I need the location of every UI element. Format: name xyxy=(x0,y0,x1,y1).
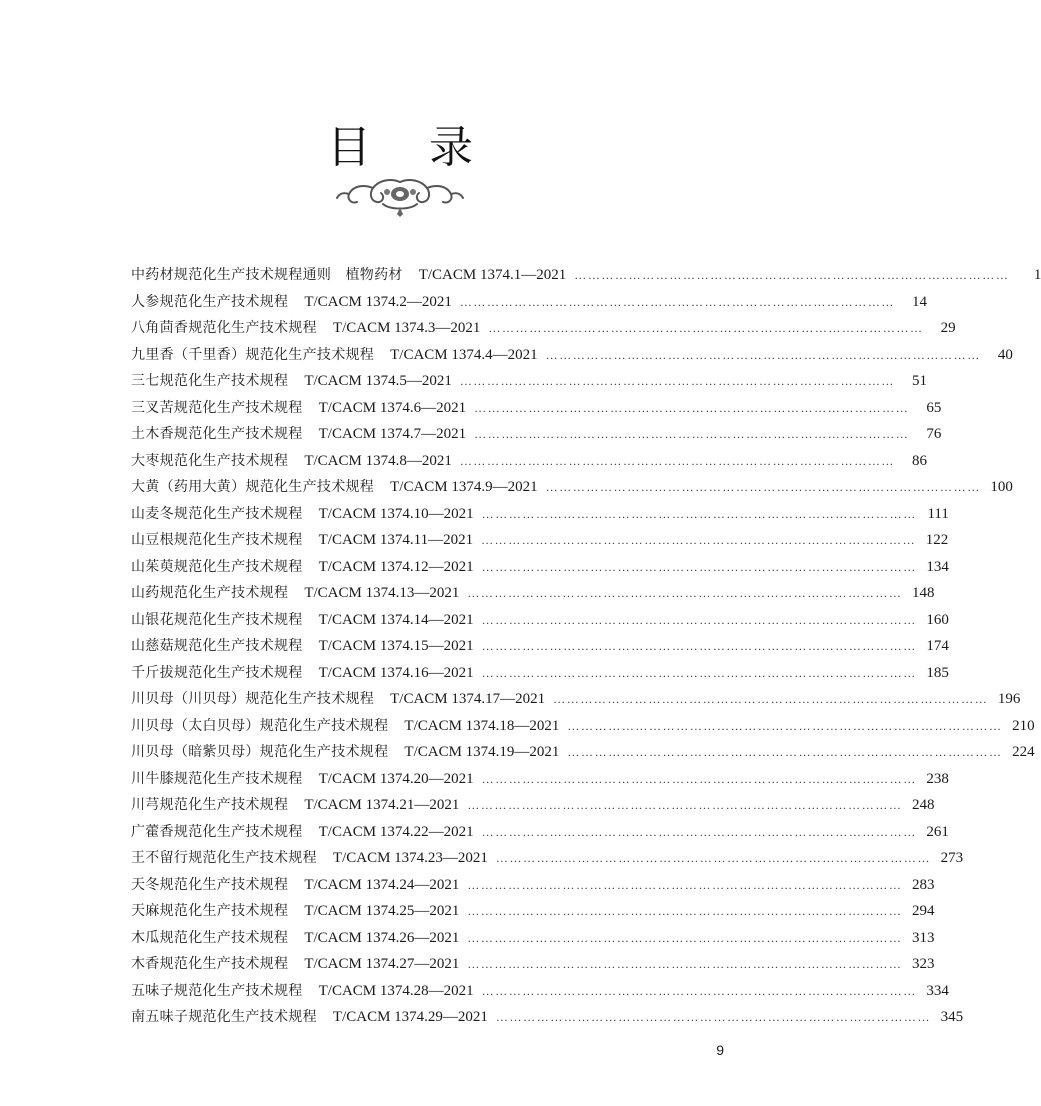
page-title: 目录 xyxy=(327,122,531,173)
standard-code: T/CACM 1374.10—2021 xyxy=(318,505,474,522)
entry-page-number: 210 xyxy=(1012,717,1035,734)
toc-entry[interactable] xyxy=(131,501,949,528)
standard-code: T/CACM 1374.4—2021 xyxy=(390,346,538,363)
entry-page-number: 334 xyxy=(926,982,949,999)
entry-title: 山茱萸规范化生产技术规程 xyxy=(131,558,303,575)
toc-entry[interactable] xyxy=(131,315,956,342)
standard-code: T/CACM 1374.19—2021 xyxy=(404,744,560,760)
toc-entry[interactable] xyxy=(131,713,1035,740)
standard-code: T/CACM 1374.12—2021 xyxy=(318,558,474,575)
standard-code: T/CACM 1374.27—2021 xyxy=(304,956,460,972)
standard-code: T/CACM 1374.14—2021 xyxy=(318,611,474,628)
toc-entry[interactable] xyxy=(131,262,1041,289)
standard-code: T/CACM 1374.25—2021 xyxy=(304,903,460,919)
standard-code: T/CACM 1374.8—2021 xyxy=(304,452,452,469)
standard-code: T/CACM 1374.11—2021 xyxy=(318,532,474,548)
standard-code: T/CACM 1374.21—2021 xyxy=(304,797,460,813)
entry-title: 川芎规范化生产技术规程 xyxy=(131,797,289,813)
toc-entry[interactable] xyxy=(131,554,949,581)
dot-leader: …………………………………………………………………………………… xyxy=(481,771,917,786)
entry-title: 川贝母（太白贝母）规范化生产技术规程 xyxy=(131,717,389,734)
toc-entry[interactable] xyxy=(131,819,949,846)
entry-title: 八角茴香规范化生产技术规程 xyxy=(131,320,317,336)
dot-leader: …………………………………………………………………………………… xyxy=(467,957,903,971)
dot-leader: …………………………………………………………………………………… xyxy=(481,824,917,839)
entry-page-number: 313 xyxy=(912,929,935,946)
entry-title: 王不留行规范化生产技术规程 xyxy=(131,850,317,866)
entry-page-number: 148 xyxy=(912,585,935,601)
toc-entry[interactable] xyxy=(131,342,1013,369)
standard-code: T/CACM 1374.24—2021 xyxy=(304,876,460,893)
dot-leader: …………………………………………………………………………………… xyxy=(545,480,981,494)
entry-title: 山慈菇规范化生产技术规程 xyxy=(131,638,303,654)
entry-page-number: 86 xyxy=(912,452,928,469)
entry-page-number: 14 xyxy=(912,293,928,310)
dot-leader: …………………………………………………………………………………… xyxy=(545,347,981,362)
entry-title: 五味子规范化生产技术规程 xyxy=(131,982,303,999)
entry-page-number: 248 xyxy=(912,797,935,813)
standard-code: T/CACM 1374.23—2021 xyxy=(332,850,488,866)
dot-leader: …………………………………………………………………………………… xyxy=(495,1010,932,1024)
standard-code: T/CACM 1374.29—2021 xyxy=(332,1009,488,1025)
page-number: 9 xyxy=(716,1042,724,1058)
entry-page-number: 196 xyxy=(997,691,1021,707)
entry-title: 木瓜规范化生产技术规程 xyxy=(131,929,289,946)
entry-page-number: 100 xyxy=(990,479,1013,495)
entry-title: 广藿香规范化生产技术规程 xyxy=(131,823,303,840)
dot-leader: …………………………………………………………………………………… xyxy=(481,533,917,547)
entry-page-number: 40 xyxy=(997,346,1013,363)
entry-page-number: 185 xyxy=(926,664,949,681)
toc-entry[interactable] xyxy=(131,739,1035,766)
dot-leader: …………………………………………………………………………………… xyxy=(467,586,903,600)
toc-entry[interactable] xyxy=(131,951,935,978)
dot-leader: …………………………………………………………………………………… xyxy=(467,930,903,945)
entry-page-number: 238 xyxy=(926,770,949,787)
toc-entry[interactable] xyxy=(131,766,949,793)
toc-entry[interactable] xyxy=(131,448,928,475)
dot-leader: …………………………………………………………………………………… xyxy=(567,745,1003,759)
entry-page-number: 261 xyxy=(926,823,949,840)
dot-leader: …………………………………………………………………………………… xyxy=(481,983,917,998)
dot-leader: …………………………………………………………………………………… xyxy=(474,400,910,415)
entry-title: 大枣规范化生产技术规程 xyxy=(131,452,289,469)
dot-leader: …………………………………………………………………………………… xyxy=(553,692,989,706)
entry-title: 天麻规范化生产技术规程 xyxy=(131,903,289,919)
standard-code: T/CACM 1374.13—2021 xyxy=(304,585,460,601)
standard-code: T/CACM 1374.16—2021 xyxy=(318,664,474,681)
entry-title: 川贝母（暗紫贝母）规范化生产技术规程 xyxy=(131,744,389,760)
toc-entry[interactable] xyxy=(131,872,935,899)
dot-leader: …………………………………………………………………………………… xyxy=(481,665,917,680)
standard-code: T/CACM 1374.20—2021 xyxy=(318,770,474,787)
entry-page-number: 283 xyxy=(912,876,935,893)
dot-leader: …………………………………………………………………………………… xyxy=(474,427,910,441)
dot-leader: …………………………………………………………………………………… xyxy=(467,798,903,812)
scroll-ornament-icon xyxy=(335,174,465,218)
entry-page-number: 51 xyxy=(912,373,928,389)
toc-entry[interactable] xyxy=(131,474,1013,501)
dot-leader: …………………………………………………………………………………… xyxy=(495,851,932,865)
toc-entry[interactable] xyxy=(131,1004,964,1031)
standard-code: T/CACM 1374.9—2021 xyxy=(390,479,538,495)
entry-title: 千斤拔规范化生产技术规程 xyxy=(131,664,303,681)
dot-leader: …………………………………………………………………………………… xyxy=(459,453,896,468)
entry-title: 中药材规范化生产技术规程通则 植物药材 xyxy=(131,267,403,283)
entry-page-number: 294 xyxy=(912,903,935,919)
toc-entry[interactable] xyxy=(131,898,935,925)
toc-entry[interactable] xyxy=(131,686,1021,713)
standard-code: T/CACM 1374.6—2021 xyxy=(318,399,467,416)
toc-entry[interactable] xyxy=(131,845,964,872)
entry-title: 三叉苦规范化生产技术规程 xyxy=(131,399,303,416)
toc-entry[interactable] xyxy=(131,289,928,316)
dot-leader: …………………………………………………………………………………… xyxy=(481,559,917,574)
standard-code: T/CACM 1374.15—2021 xyxy=(318,638,474,654)
entry-title: 山药规范化生产技术规程 xyxy=(131,585,289,601)
toc-entry[interactable] xyxy=(131,633,949,660)
entry-page-number: 111 xyxy=(927,505,949,522)
entry-page-number: 160 xyxy=(926,611,949,628)
dot-leader: …………………………………………………………………………………… xyxy=(574,268,1010,282)
dot-leader: …………………………………………………………………………………… xyxy=(459,374,896,388)
entry-title: 天冬规范化生产技术规程 xyxy=(131,876,289,893)
toc-entry[interactable] xyxy=(131,580,935,607)
toc-entry[interactable] xyxy=(131,395,942,422)
standard-code: T/CACM 1374.1—2021 xyxy=(418,267,567,283)
toc-entry[interactable] xyxy=(131,925,935,952)
dot-leader: …………………………………………………………………………………… xyxy=(488,321,924,335)
standard-code: T/CACM 1374.2—2021 xyxy=(304,293,452,310)
entry-page-number: 76 xyxy=(926,426,942,442)
entry-title: 南五味子规范化生产技术规程 xyxy=(131,1009,317,1025)
entry-title: 九里香（千里香）规范化生产技术规程 xyxy=(131,346,375,363)
toc-entry[interactable] xyxy=(131,368,928,395)
standard-code: T/CACM 1374.26—2021 xyxy=(304,929,460,946)
entry-title: 三七规范化生产技术规程 xyxy=(131,373,289,389)
toc-entry[interactable] xyxy=(131,607,949,634)
dot-leader: …………………………………………………………………………………… xyxy=(459,294,896,309)
entry-page-number: 1 xyxy=(1033,267,1041,283)
entry-page-number: 65 xyxy=(926,399,942,416)
table-of-contents xyxy=(131,262,1041,1031)
dot-leader: …………………………………………………………………………………… xyxy=(481,612,917,627)
standard-code: T/CACM 1374.7—2021 xyxy=(318,426,467,442)
toc-entry[interactable] xyxy=(131,792,935,819)
dot-leader: …………………………………………………………………………………… xyxy=(467,904,903,918)
entry-title: 人参规范化生产技术规程 xyxy=(131,293,289,310)
standard-code: T/CACM 1374.28—2021 xyxy=(318,982,474,999)
toc-entry[interactable] xyxy=(131,660,949,687)
entry-title: 山豆根规范化生产技术规程 xyxy=(131,532,303,548)
entry-page-number: 29 xyxy=(940,320,956,336)
entry-title: 川贝母（川贝母）规范化生产技术规程 xyxy=(131,691,375,707)
dot-leader: …………………………………………………………………………………… xyxy=(481,506,917,521)
entry-page-number: 134 xyxy=(926,558,949,575)
entry-title: 山麦冬规范化生产技术规程 xyxy=(131,505,303,522)
entry-title: 木香规范化生产技术规程 xyxy=(131,956,289,972)
standard-code: T/CACM 1374.18—2021 xyxy=(404,717,560,734)
entry-title: 川牛膝规范化生产技术规程 xyxy=(131,770,303,787)
entry-page-number: 345 xyxy=(940,1009,964,1025)
standard-code: T/CACM 1374.5—2021 xyxy=(304,373,452,389)
standard-code: T/CACM 1374.17—2021 xyxy=(390,691,546,707)
standard-code: T/CACM 1374.22—2021 xyxy=(318,823,474,840)
entry-page-number: 224 xyxy=(1012,744,1035,760)
entry-title: 大黄（药用大黄）规范化生产技术规程 xyxy=(131,479,375,495)
toc-entry[interactable] xyxy=(131,421,942,448)
toc-entry[interactable] xyxy=(131,978,949,1005)
entry-page-number: 174 xyxy=(926,638,949,654)
entry-page-number: 323 xyxy=(912,956,935,972)
entry-title: 土木香规范化生产技术规程 xyxy=(131,426,303,442)
dot-leader: …………………………………………………………………………………… xyxy=(467,877,903,892)
standard-code: T/CACM 1374.3—2021 xyxy=(332,320,481,336)
entry-page-number: 122 xyxy=(925,532,949,548)
entry-page-number: 273 xyxy=(940,850,964,866)
dot-leader: …………………………………………………………………………………… xyxy=(481,639,917,653)
entry-title: 山银花规范化生产技术规程 xyxy=(131,611,303,628)
toc-entry[interactable] xyxy=(131,527,949,554)
dot-leader: …………………………………………………………………………………… xyxy=(567,718,1003,733)
